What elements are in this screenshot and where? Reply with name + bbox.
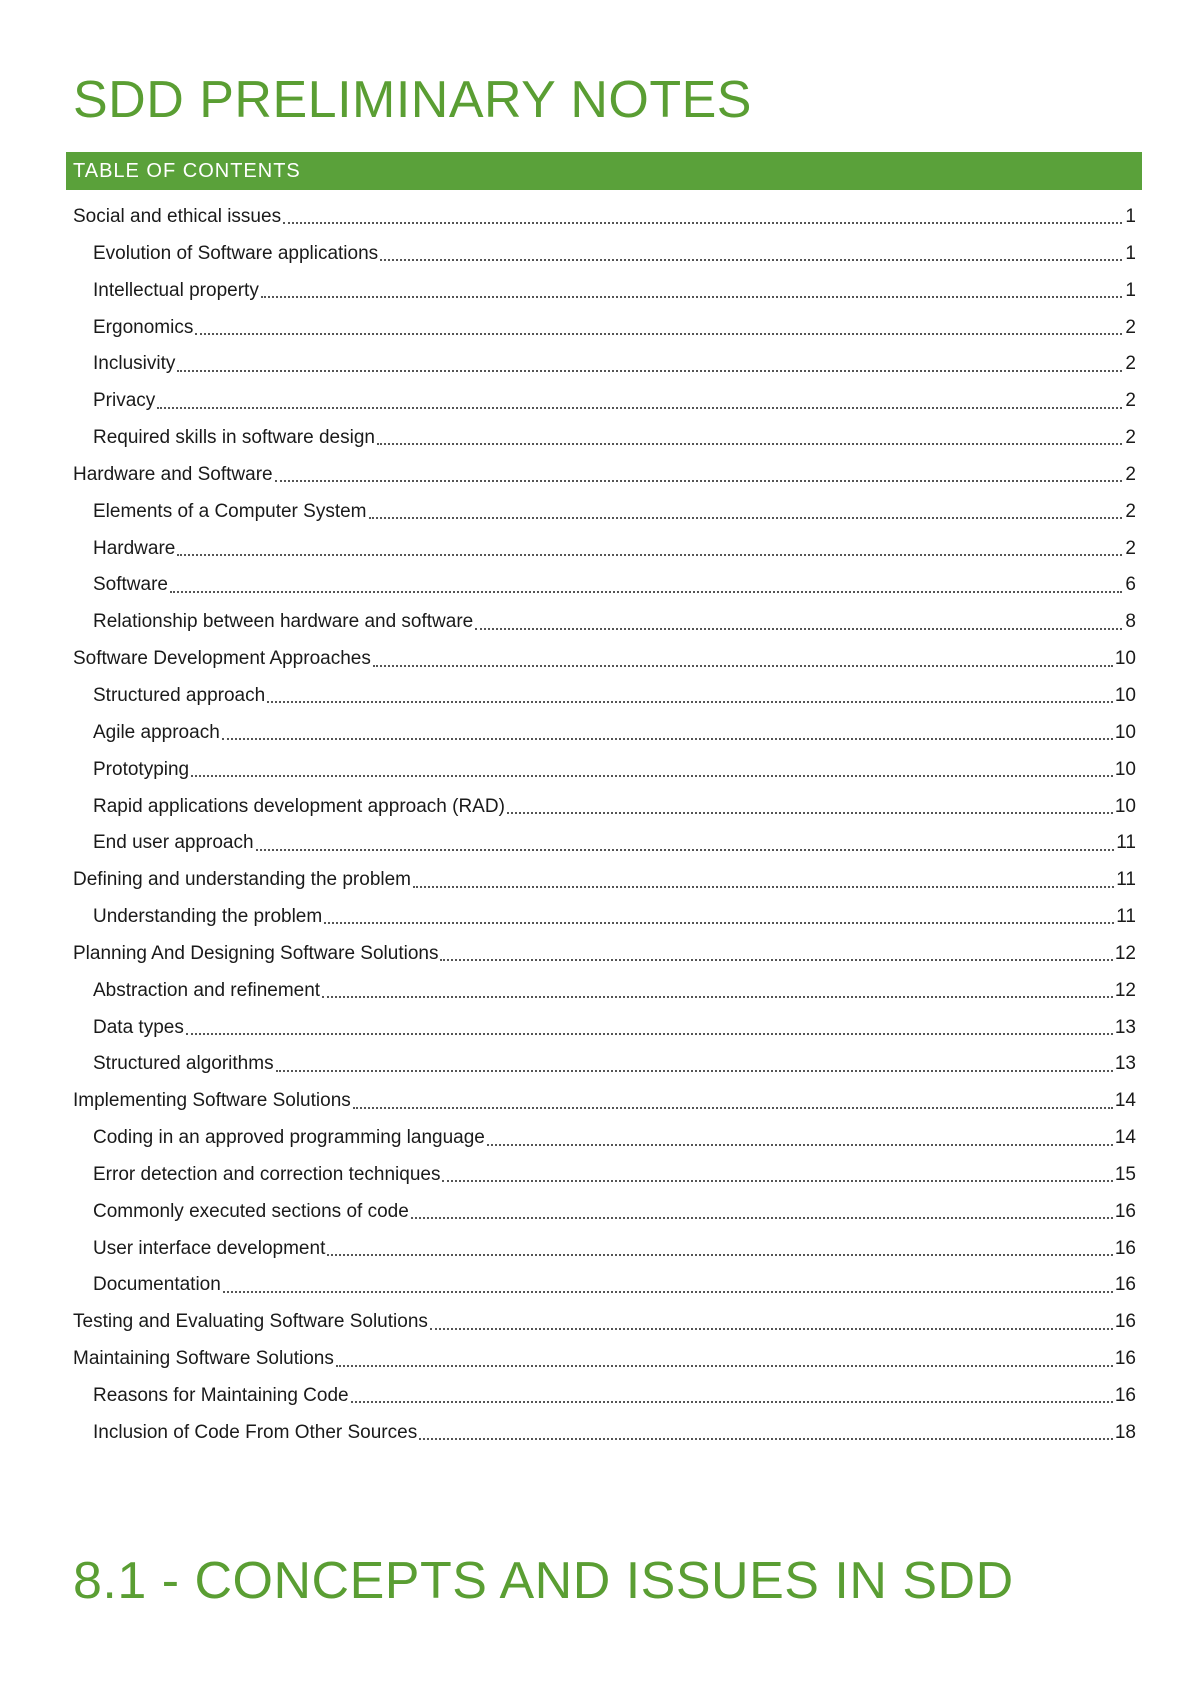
toc-entry[interactable]: [73, 1157, 1136, 1194]
toc-dot-leader: [177, 370, 1122, 372]
toc-entry[interactable]: [73, 531, 1136, 568]
toc-entry-label: Abstraction and refinement: [93, 979, 321, 1001]
toc-dot-leader: [222, 738, 1113, 740]
toc-dot-leader: [440, 959, 1112, 961]
toc-entry-page-number: 15: [1114, 1163, 1136, 1185]
toc-entry-page-number: 2: [1125, 537, 1136, 559]
toc-entry-label: Ergonomics: [93, 316, 194, 338]
toc-dot-leader: [191, 775, 1113, 777]
toc-entry[interactable]: [73, 1194, 1136, 1231]
toc-entry-label: Documentation: [93, 1274, 221, 1296]
toc-dot-leader: [411, 1217, 1113, 1219]
toc-entry[interactable]: [73, 641, 1136, 678]
toc-entry-page-number: 11: [1116, 869, 1136, 891]
section-heading: 8.1 - CONCEPTS AND ISSUES IN SDD: [73, 1552, 1014, 1610]
toc-entry-label: Privacy: [93, 390, 156, 412]
toc-entry-label: Agile approach: [93, 721, 220, 743]
toc-dot-leader: [223, 1291, 1113, 1293]
toc-entry-label: Defining and understanding the problem: [73, 869, 412, 891]
toc-dot-leader: [487, 1144, 1113, 1146]
toc-heading: TABLE OF CONTENTS: [66, 152, 1142, 190]
toc-entry[interactable]: [73, 825, 1136, 862]
toc-entry-page-number: 16: [1114, 1274, 1136, 1296]
toc-entry-page-number: 16: [1114, 1237, 1136, 1259]
toc-dot-leader: [170, 591, 1122, 593]
toc-entry-label: Commonly executed sections of code: [93, 1200, 409, 1222]
toc-entry-page-number: 8: [1125, 611, 1136, 633]
toc-entry-page-number: 1: [1125, 242, 1136, 264]
toc-entry-page-number: 2: [1125, 427, 1136, 449]
toc-entry-page-number: 16: [1114, 1200, 1136, 1222]
toc-entry[interactable]: [73, 1341, 1136, 1378]
toc-entry[interactable]: [73, 678, 1136, 715]
toc-entry-label: Prototyping: [93, 758, 190, 780]
toc-entry-page-number: 16: [1114, 1348, 1136, 1370]
toc-entry-page-number: 12: [1114, 942, 1136, 964]
toc-dot-leader: [351, 1401, 1113, 1403]
toc-entry-label: Rapid applications development approach (RAD): [93, 795, 505, 817]
toc-entry-label: Reasons for Maintaining Code: [93, 1385, 349, 1406]
toc-entry-label: Error detection and correction techniques: [93, 1163, 441, 1185]
toc-entry[interactable]: [73, 273, 1136, 310]
toc-dot-leader: [377, 443, 1122, 445]
table-of-contents: [73, 199, 1136, 1452]
toc-entry-label: Inclusivity: [93, 353, 176, 375]
toc-entry[interactable]: [73, 899, 1136, 936]
toc-entry-label: Maintaining Software Solutions: [73, 1348, 334, 1370]
toc-entry[interactable]: [73, 1415, 1136, 1452]
toc-dot-leader: [322, 996, 1113, 998]
toc-entry-page-number: 10: [1114, 684, 1136, 706]
toc-entry-page-number: 2: [1125, 500, 1136, 522]
toc-dot-leader: [419, 1438, 1113, 1440]
toc-dot-leader: [369, 517, 1123, 519]
toc-entry-label: Structured approach: [93, 684, 266, 706]
toc-entry[interactable]: [73, 236, 1136, 273]
toc-entry[interactable]: [73, 346, 1136, 383]
toc-entry-page-number: 1: [1125, 279, 1136, 301]
toc-entry-page-number: 16: [1114, 1311, 1136, 1333]
toc-entry-page-number: 2: [1125, 353, 1136, 375]
toc-entry[interactable]: [73, 1010, 1136, 1047]
toc-entry-page-number: 6: [1125, 574, 1136, 596]
toc-dot-leader: [413, 886, 1114, 888]
toc-entry[interactable]: [73, 973, 1136, 1010]
toc-entry[interactable]: [73, 457, 1136, 494]
toc-entry-label: Software Development Approaches: [73, 648, 371, 670]
toc-entry-label: Intellectual property: [93, 279, 259, 301]
toc-entry[interactable]: [73, 310, 1136, 347]
toc-entry[interactable]: [73, 199, 1136, 236]
toc-entry[interactable]: [73, 383, 1136, 420]
toc-entry[interactable]: [73, 789, 1136, 826]
toc-entry-page-number: 16: [1114, 1385, 1136, 1406]
toc-entry-label: Relationship between hardware and software: [93, 611, 474, 633]
toc-entry-page-number: 11: [1116, 906, 1136, 928]
toc-entry-label: Social and ethical issues: [73, 206, 282, 227]
toc-entry[interactable]: [73, 1120, 1136, 1157]
toc-entry-label: Inclusion of Code From Other Sources: [93, 1421, 418, 1443]
toc-entry[interactable]: [73, 1046, 1136, 1083]
toc-dot-leader: [430, 1328, 1113, 1330]
toc-entry[interactable]: [73, 1231, 1136, 1268]
toc-entry-page-number: 2: [1125, 316, 1136, 338]
toc-entry[interactable]: [73, 494, 1136, 531]
toc-entry[interactable]: [73, 936, 1136, 973]
toc-dot-leader: [157, 407, 1122, 409]
toc-dot-leader: [283, 222, 1122, 224]
toc-entry-label: Implementing Software Solutions: [73, 1090, 351, 1112]
toc-entry[interactable]: [73, 1304, 1136, 1341]
toc-entry-page-number: 1: [1125, 206, 1136, 227]
toc-dot-leader: [336, 1365, 1113, 1367]
page-title: SDD PRELIMINARY NOTES: [73, 71, 752, 129]
toc-entry[interactable]: [73, 752, 1136, 789]
toc-entry[interactable]: [73, 420, 1136, 457]
toc-entry[interactable]: [73, 1083, 1136, 1120]
toc-entry-label: Evolution of Software applications: [93, 242, 379, 264]
toc-dot-leader: [373, 665, 1113, 667]
toc-entry-page-number: 18: [1114, 1421, 1136, 1443]
toc-dot-leader: [256, 849, 1115, 851]
toc-entry-page-number: 2: [1125, 463, 1136, 485]
toc-dot-leader: [327, 1254, 1113, 1256]
toc-dot-leader: [276, 1070, 1113, 1072]
toc-entry-page-number: 14: [1114, 1090, 1136, 1112]
toc-entry[interactable]: [73, 715, 1136, 752]
toc-entry-page-number: 14: [1114, 1127, 1136, 1149]
toc-dot-leader: [324, 922, 1114, 924]
toc-dot-leader: [195, 333, 1122, 335]
toc-entry-label: Planning And Designing Software Solutions: [73, 942, 439, 964]
toc-dot-leader: [177, 554, 1122, 556]
toc-entry[interactable]: [73, 862, 1136, 899]
toc-dot-leader: [186, 1033, 1113, 1035]
toc-entry-page-number: 2: [1125, 390, 1136, 412]
toc-dot-leader: [475, 628, 1122, 630]
toc-dot-leader: [353, 1107, 1113, 1109]
toc-dot-leader: [261, 296, 1122, 298]
toc-dot-leader: [275, 480, 1122, 482]
toc-entry-page-number: 10: [1114, 795, 1136, 817]
toc-entry-label: Software: [93, 574, 168, 596]
toc-dot-leader: [507, 812, 1113, 814]
toc-entry-label: Testing and Evaluating Software Solutions: [73, 1311, 428, 1333]
toc-entry-label: Data types: [93, 1016, 184, 1038]
toc-entry-label: Hardware: [93, 537, 176, 559]
toc-dot-leader: [380, 259, 1122, 261]
toc-entry-label: Elements of a Computer System: [93, 500, 367, 522]
toc-entry-label: Required skills in software design: [93, 427, 375, 449]
toc-entry-label: Understanding the problem: [93, 906, 323, 928]
toc-entry[interactable]: [73, 1378, 1136, 1415]
toc-entry-page-number: 12: [1114, 979, 1136, 1001]
toc-entry-page-number: 10: [1114, 758, 1136, 780]
toc-entry-page-number: 10: [1114, 721, 1136, 743]
toc-entry-page-number: 13: [1114, 1053, 1136, 1075]
toc-entry-page-number: 10: [1114, 648, 1136, 670]
toc-dot-leader: [267, 701, 1113, 703]
toc-entry-label: Structured algorithms: [93, 1053, 274, 1075]
toc-entry-label: End user approach: [93, 832, 254, 854]
toc-entry-label: Hardware and Software: [73, 463, 273, 485]
toc-entry[interactable]: [73, 1267, 1136, 1304]
toc-entry-label: Coding in an approved programming language: [93, 1127, 485, 1149]
toc-entry-label: User interface development: [93, 1237, 326, 1259]
toc-dot-leader: [442, 1180, 1112, 1182]
toc-entry-page-number: 13: [1114, 1016, 1136, 1038]
toc-entry[interactable]: [73, 567, 1136, 604]
toc-entry-page-number: 11: [1116, 832, 1136, 854]
toc-entry[interactable]: [73, 604, 1136, 641]
